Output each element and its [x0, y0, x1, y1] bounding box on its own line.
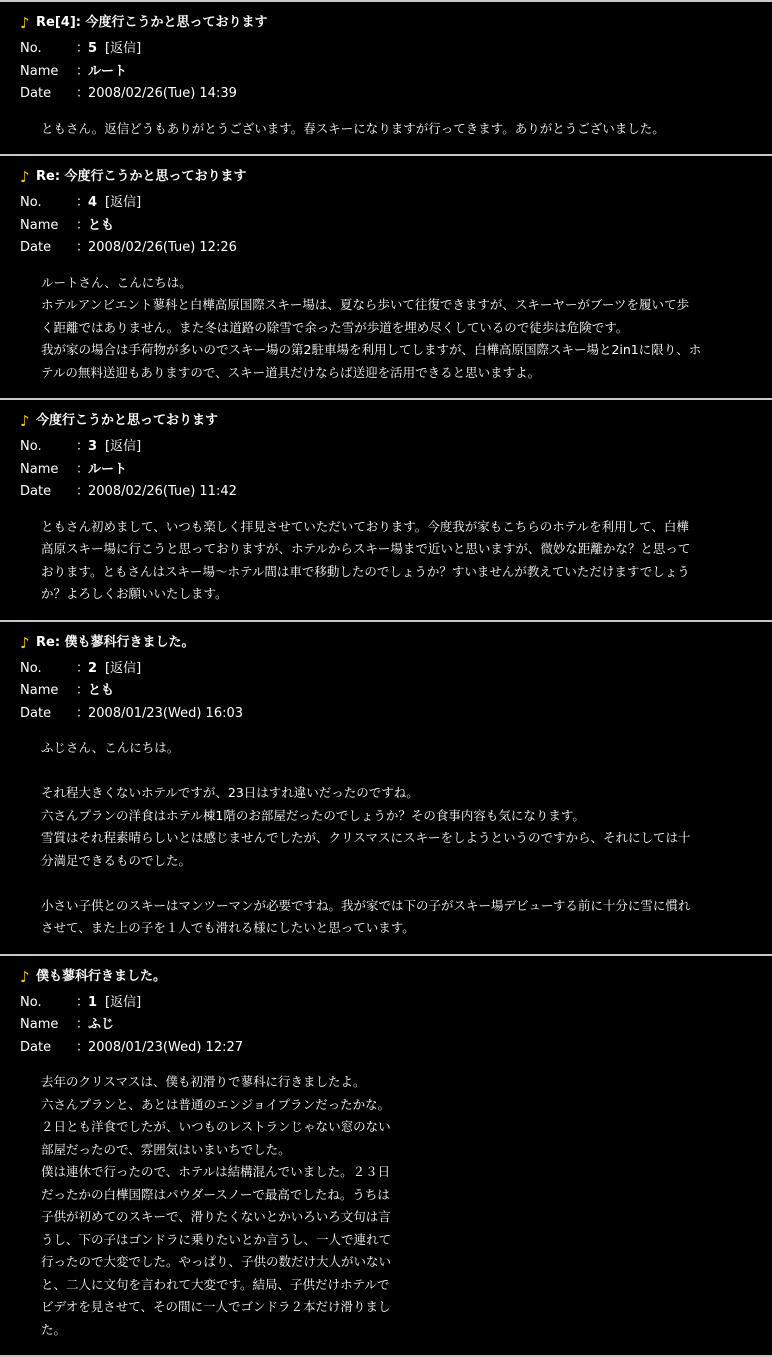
post-number: 3 [88, 439, 97, 454]
date-label: Date [20, 237, 76, 260]
post-body-line: く距離ではありません。また冬は道路の除雪で余った雪が歩道を埋め尽くしているので徒歩は危険です。 [41, 317, 752, 340]
post-body-line: ともさん初めまして、いつも楽しく拝見させていただいております。今度我が家もこちらのホテルを利用して、白樺 [41, 516, 752, 539]
post-date: 2008/02/26(Tue) 14:39 [88, 86, 237, 101]
post-body-line: テルの無料送迎もありますので、スキー道具だけならば送迎を活用できると思いますよ。 [41, 362, 752, 385]
post-body-line: 高原スキー場に行こうと思っておりますが、ホテルからスキー場まで近いと思いますが、微妙な距離かな？と思って [41, 538, 752, 561]
music-note-icon: ♪ [20, 968, 30, 986]
post-body-line: 子供が初めてのスキーで、滑りたくないとかいろいろ文句は言 [41, 1206, 752, 1229]
music-note-icon: ♪ [20, 168, 30, 186]
colon: ： [76, 38, 88, 61]
colon: ： [76, 192, 88, 215]
post-body-line: と、二人に文句を言われて大変です。結局、子供だけホテルで [41, 1274, 752, 1297]
post-body-line: 我が家の場合は手荷物が多いのでスキー場の第2駐車場を利用してしますが、白樺高原国際スキー場と2in1に限り、ホ [41, 339, 752, 362]
post [0, 398, 772, 620]
post-title [20, 968, 752, 986]
post-title [20, 634, 752, 652]
music-note-icon: ♪ [20, 14, 30, 32]
post-body [41, 516, 752, 606]
author-name: ふじ [88, 1017, 114, 1032]
post-title-text[interactable]: 今度行こうかと思っております [36, 412, 218, 430]
no-label: No. [20, 992, 76, 1015]
name-label: Name [20, 680, 76, 703]
post-number: 5 [88, 41, 97, 56]
no-label: No. [20, 658, 76, 681]
colon: ： [76, 459, 88, 482]
reply-link[interactable]: [返信] [105, 41, 141, 56]
author-name: ルート [88, 64, 127, 79]
post-number-row [20, 992, 752, 1015]
post-date: 2008/02/26(Tue) 11:42 [88, 484, 237, 499]
post-body-line: おります。ともさんはスキー場〜ホテル間は車で移動したのでしょうか？すいませんが教えていただけますでしょう [41, 561, 752, 584]
author-row [20, 459, 752, 482]
post-body [41, 272, 752, 385]
author-row [20, 680, 752, 703]
colon: ： [76, 703, 88, 726]
author-name: とも [88, 218, 114, 233]
post-body-line: だったかの白樺国際はパウダースノーで最高でしたね。うちは [41, 1184, 752, 1207]
post-body-line: ビデオを見させて、その間に一人でゴンドラ２本だけ滑りまし [41, 1296, 752, 1319]
post-body-line: 雪質はそれ程素晴らしいとは感じませんでしたが、クリスマスにスキーをしようというのですから、それにしては十 [41, 827, 752, 850]
colon: ： [76, 1037, 88, 1060]
post-title [20, 412, 752, 430]
date-label: Date [20, 703, 76, 726]
colon: ： [76, 481, 88, 504]
colon: ： [76, 215, 88, 238]
post-body-line [41, 872, 752, 895]
post-number: 4 [88, 195, 97, 210]
post-body [41, 118, 752, 141]
post-body-line: た。 [41, 1319, 752, 1342]
date-label: Date [20, 83, 76, 106]
post-date: 2008/02/26(Tue) 12:26 [88, 240, 237, 255]
colon: ： [76, 1014, 88, 1037]
post-body-line: ともさん。返信どうもありがとうございます。春スキーになりますが行ってきます。ありがとうございました。 [41, 118, 752, 141]
reply-link[interactable]: [返信] [105, 195, 141, 210]
post-body-line: 行ったので大変でした。やっぱり、子供の数だけ大人がいない [41, 1251, 752, 1274]
post-body [41, 1071, 752, 1341]
post-title-text[interactable]: Re: 僕も蓼科行きました。 [36, 634, 195, 652]
author-row [20, 61, 752, 84]
post-title-text[interactable]: 僕も蓼科行きました。 [36, 968, 166, 986]
post-body-line: うし、下の子はゴンドラに乗りたいとか言うし、一人で連れて [41, 1229, 752, 1252]
date-label: Date [20, 481, 76, 504]
post-body-line: 六さんプランの洋食はホテル棟1階のお部屋だったのでしょうか？その食事内容も気になります。 [41, 805, 752, 828]
music-note-icon: ♪ [20, 412, 30, 430]
colon: ： [76, 61, 88, 84]
no-label: No. [20, 436, 76, 459]
name-label: Name [20, 1014, 76, 1037]
post-body-line: 部屋だったので、雰囲気はいまいちでした。 [41, 1139, 752, 1162]
post-date: 2008/01/23(Wed) 12:27 [88, 1040, 243, 1055]
colon: ： [76, 83, 88, 106]
post [0, 0, 772, 154]
post-number-row [20, 658, 752, 681]
post-body-line: それ程大きくないホテルですが、23日はすれ違いだったのですね。 [41, 782, 752, 805]
post-title [20, 14, 752, 32]
colon: ： [76, 680, 88, 703]
post-number-row [20, 436, 752, 459]
post-number: 2 [88, 661, 97, 676]
post-body-line: ふじさん、こんにちは。 [41, 737, 752, 760]
name-label: Name [20, 215, 76, 238]
post-body-line: 去年のクリスマスは、僕も初滑りで蓼科に行きましたよ。 [41, 1071, 752, 1094]
date-row [20, 237, 752, 260]
no-label: No. [20, 38, 76, 61]
name-label: Name [20, 459, 76, 482]
reply-link[interactable]: [返信] [105, 995, 141, 1010]
post-body-line: 六さんプランと、あとは普通のエンジョイプランだったかな。 [41, 1094, 752, 1117]
post-body-line: ルートさん、こんにちは。 [41, 272, 752, 295]
post-body-line: ２日とも洋食でしたが、いつものレストランじゃない窓のない [41, 1116, 752, 1139]
date-row [20, 83, 752, 106]
date-row [20, 1037, 752, 1060]
post-body [41, 737, 752, 940]
post-body-line: ホテルアンビエント蓼科と白樺高原国際スキー場は、夏なら歩いて往復できますが、スキーヤーがブーツを履いて歩 [41, 294, 752, 317]
post-body-line: させて、また上の子を１人でも滑れる様にしたいと思っています。 [41, 917, 752, 940]
reply-link[interactable]: [返信] [105, 661, 141, 676]
name-label: Name [20, 61, 76, 84]
post-body-line: 小さい子供とのスキーはマンツーマンが必要ですね。我が家では下の子がスキー場デビューする前に十分に雪に慣れ [41, 895, 752, 918]
post-title [20, 168, 752, 186]
author-row [20, 215, 752, 238]
no-label: No. [20, 192, 76, 215]
music-note-icon: ♪ [20, 634, 30, 652]
post-number-row [20, 192, 752, 215]
colon: ： [76, 658, 88, 681]
colon: ： [76, 992, 88, 1015]
post-date: 2008/01/23(Wed) 16:03 [88, 706, 243, 721]
post-body-line: 分満足できるものでした。 [41, 850, 752, 873]
post-number-row [20, 38, 752, 61]
date-row [20, 703, 752, 726]
author-row [20, 1014, 752, 1037]
author-name: ルート [88, 462, 127, 477]
post-title-text[interactable]: Re: 今度行こうかと思っております [36, 168, 247, 186]
post [0, 620, 772, 954]
author-name: とも [88, 683, 114, 698]
post-body-line [41, 760, 752, 783]
reply-link[interactable]: [返信] [105, 439, 141, 454]
date-row [20, 481, 752, 504]
colon: ： [76, 436, 88, 459]
date-label: Date [20, 1037, 76, 1060]
post-title-text[interactable]: Re[4]: 今度行こうかと思っております [36, 14, 267, 32]
post [0, 954, 772, 1357]
post-body-line: か？よろしくお願いいたします。 [41, 583, 752, 606]
post-number: 1 [88, 995, 97, 1010]
colon: ： [76, 237, 88, 260]
post [0, 154, 772, 398]
post-body-line: 僕は連休で行ったので、ホテルは結構混んでいました。２３日 [41, 1161, 752, 1184]
